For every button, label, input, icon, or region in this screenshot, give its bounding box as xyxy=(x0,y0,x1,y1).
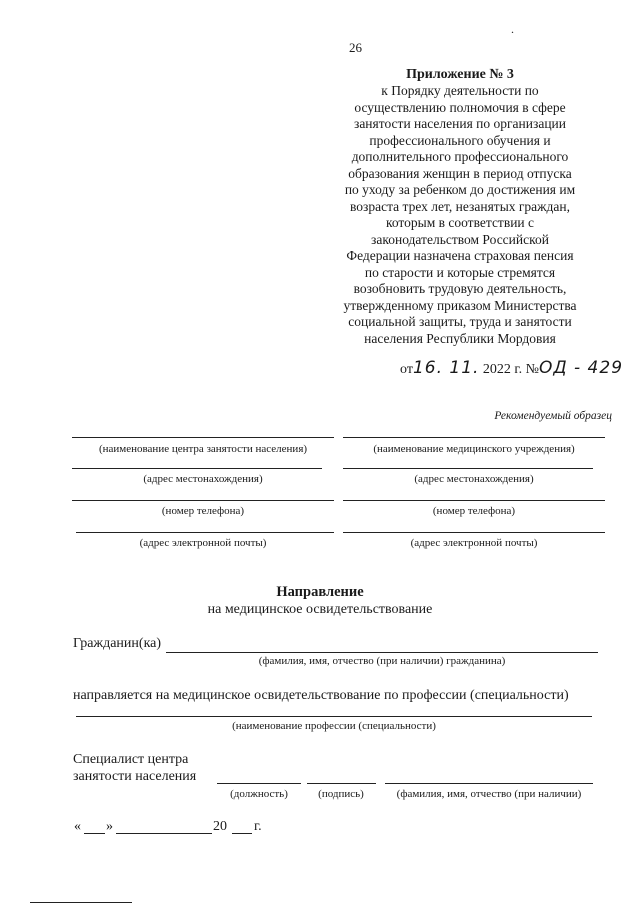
appendix-line: осуществлению полномочия в сфере xyxy=(354,99,566,115)
appendix-line: по уходу за ребенком до достижения им xyxy=(344,182,576,197)
date-year-field[interactable] xyxy=(232,833,252,834)
center-address-line xyxy=(72,468,322,469)
center-email-caption: (адрес электронной почты) xyxy=(139,537,267,549)
position-caption: (должность) xyxy=(230,788,288,800)
institution-address-line xyxy=(343,468,593,469)
citizen-label: Гражданин(ка) xyxy=(73,636,162,651)
appendix-line: Федерации назначена страховая пенсия xyxy=(346,248,574,263)
corner-mark: . xyxy=(511,22,514,36)
specialist-label-line2: занятости населения xyxy=(73,769,197,784)
date-day-field[interactable] xyxy=(84,833,105,834)
appendix-line: по старости и которые стремятся xyxy=(364,264,556,280)
date-close-quote: » xyxy=(106,819,113,834)
appendix-line: дополнительного профессионального xyxy=(351,149,569,164)
footnote-separator xyxy=(30,902,132,903)
center-name-line xyxy=(72,437,334,438)
appendix-block xyxy=(310,66,610,347)
date-year-suffix: г. xyxy=(254,819,262,834)
referral-text: направляется на медицинское освидетельствование по профессии (специальности) xyxy=(73,688,569,703)
date-open-quote: « xyxy=(74,819,81,834)
appendix-line: населения Республики Мордовия xyxy=(364,330,556,346)
center-phone-caption: (номер телефона) xyxy=(161,505,245,517)
profession-field[interactable] xyxy=(76,716,592,717)
institution-address-caption: (адрес местонахождения) xyxy=(414,473,534,485)
signature-field[interactable] xyxy=(307,783,376,784)
appendix-title: Приложение № 3 xyxy=(406,67,514,82)
recommended-sample-label: Рекомендуемый образец xyxy=(494,410,612,422)
institution-phone-caption: (номер телефона) xyxy=(432,505,516,517)
institution-name-caption: (наименование медицинского учреждения) xyxy=(373,443,575,455)
institution-email-caption: (адрес электронной почты) xyxy=(410,537,538,549)
handwritten-date: 16. 11. xyxy=(412,358,480,378)
appendix-line: возраста трех лет, незанятых граждан, xyxy=(350,198,570,214)
document-subtitle: на медицинское освидетельствование xyxy=(207,602,433,617)
appendix-line: к Порядку деятельности по xyxy=(381,83,539,98)
page-number: 26 xyxy=(349,40,362,55)
appendix-line: образования женщин в период отпуска xyxy=(348,165,572,181)
center-address-caption: (адрес местонахождения) xyxy=(143,473,263,485)
institution-name-line xyxy=(343,437,605,438)
institution-phone-line xyxy=(343,500,605,501)
handwritten-number: ОД - 429 xyxy=(538,358,624,378)
date-month-field[interactable] xyxy=(116,833,212,834)
citizen-name-field[interactable] xyxy=(166,652,598,653)
appendix-line: возобновить трудовую деятельность, xyxy=(353,281,567,296)
signature-caption: (подпись) xyxy=(318,788,364,800)
institution-email-line xyxy=(343,532,605,533)
citizen-name-caption: (фамилия, имя, отчество (при наличии) гражданина) xyxy=(258,655,506,667)
date-prefix: от xyxy=(400,362,413,377)
specialist-name-field[interactable] xyxy=(385,783,593,784)
appendix-line: профессионального обучения и xyxy=(369,132,551,148)
appendix-date-line xyxy=(400,358,623,378)
center-name-caption: (наименование центра занятости населения) xyxy=(98,443,308,455)
appendix-line: социальной защиты, труда и занятости xyxy=(348,314,572,329)
center-phone-line xyxy=(72,500,334,501)
specialist-name-caption: (фамилия, имя, отчество (при наличии) xyxy=(396,788,582,800)
appendix-line: занятости населения по организации xyxy=(353,116,566,131)
appendix-line: законодательством Российской xyxy=(371,231,549,247)
position-field[interactable] xyxy=(217,783,301,784)
appendix-line: которым в соответствии с xyxy=(385,215,535,230)
specialist-label-line1: Специалист центра xyxy=(73,752,189,767)
document-title: Направление xyxy=(276,584,364,600)
center-email-line xyxy=(76,532,334,533)
date-century: 20 xyxy=(213,819,227,834)
profession-caption: (наименование профессии (специальности) xyxy=(232,720,436,732)
appendix-line: утвержденному приказом Министерства xyxy=(343,297,577,313)
date-year-text: 2022 г. № xyxy=(482,362,539,377)
